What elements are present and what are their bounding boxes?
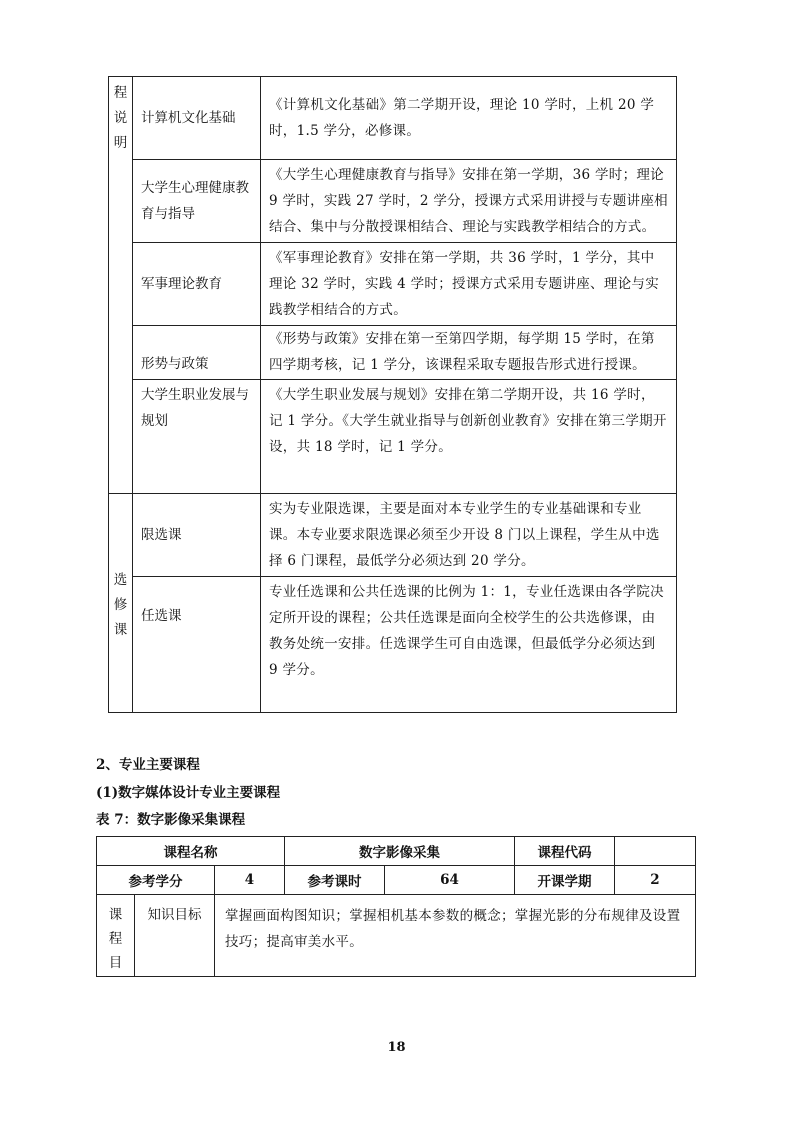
- course-description: 《计算机文化基础》第二学期开设，理论 10 学时，上机 20 学时，1.5 学分，必修课。: [261, 77, 677, 160]
- hours-label: 参考课时: [285, 866, 385, 895]
- course-name: 形势与政策: [133, 325, 261, 379]
- course-description: 实为专业限选课，主要是面对本专业学生的专业基础课和专业课。本专业要求限选课必须至少开设 8 门以上课程，学生从中选择 6 门课程，最低学分必须达到 20 学分。: [261, 494, 677, 577]
- page-number: 18: [387, 1040, 406, 1055]
- course-description: 《大学生职业发展与规划》安排在第二学期开设，共 16 学时，记 1 学分。《大学生就业指导与创新创业教育》安排在第三学期开设，共 18 学时，记 1 学分。: [261, 379, 677, 493]
- table-row: [97, 837, 696, 866]
- course-name: 计算机文化基础: [133, 77, 261, 160]
- course-name: 大学生职业发展与规划: [133, 379, 261, 493]
- section-heading: 2、专业主要课程: [96, 757, 200, 773]
- course-name: 军事理论教育: [133, 242, 261, 325]
- term-label: 开课学期: [515, 866, 615, 895]
- course-code-value: [615, 837, 696, 866]
- course-name: 任选课: [133, 577, 261, 713]
- table-row: [109, 77, 677, 160]
- category-required-courses: 程 说 明: [109, 77, 133, 494]
- credit-label: 参考学分: [97, 866, 215, 895]
- term-value: 2: [615, 866, 696, 895]
- table-row: [109, 379, 677, 493]
- hours-value: 64: [385, 866, 515, 895]
- knowledge-goal-text: 掌握画面构图知识；掌握相机基本参数的概念；掌握光影的分布规律及设置技巧；提高审美水平。: [215, 895, 696, 977]
- table-row: [109, 159, 677, 242]
- course-goal-category: 课 程 目: [97, 895, 135, 977]
- table-row: [109, 242, 677, 325]
- course-description: 《形势与政策》安排在第一至第四学期，每学期 15 学时，在第四学期考核，记 1 学分，该课程采取专题报告形式进行授课。: [261, 325, 677, 379]
- course-name-label: 课程名称: [97, 837, 285, 866]
- course-code-label: 课程代码: [515, 837, 615, 866]
- course-name: 大学生心理健康教育与指导: [133, 159, 261, 242]
- table-row: [109, 325, 677, 379]
- course-description: 《军事理论教育》安排在第一学期，共 36 学时，1 学分，其中理论 32 学时，实践 4 学时；授课方式采用专题讲座、理论与实践教学相结合的方式。: [261, 242, 677, 325]
- subsection-heading: (1)数字媒体设计专业主要课程: [96, 785, 281, 801]
- knowledge-goal-label: 知识目标: [135, 895, 215, 977]
- course-description: 专业任选课和公共任选课的比例为 1：1，专业任选课由各学院决定所开设的课程；公共任选课是面向全校学生的公共选修课，由教务处统一安排。任选课学生可自由选课，但最低学分必须达到 9 学分。: [261, 577, 677, 713]
- course-name: 限选课: [133, 494, 261, 577]
- table-row: [97, 866, 696, 895]
- course-description-table: [108, 76, 677, 713]
- table-row: [109, 577, 677, 713]
- credit-value: 4: [215, 866, 285, 895]
- table-row: [97, 895, 696, 977]
- category-elective-courses: 选 修 课: [109, 494, 133, 713]
- course-info-table: [96, 836, 696, 977]
- course-description: 《大学生心理健康教育与指导》安排在第一学期，36 学时；理论 9 学时，实践 27 学时，2 学分，授课方式采用讲授与专题讲座相结合、集中与分散授课相结合、理论与实践教学相结合的方式。: [261, 159, 677, 242]
- table-title: 表 7：数字影像采集课程: [96, 812, 246, 828]
- course-name-value: 数字影像采集: [285, 837, 515, 866]
- table-row: [109, 494, 677, 577]
